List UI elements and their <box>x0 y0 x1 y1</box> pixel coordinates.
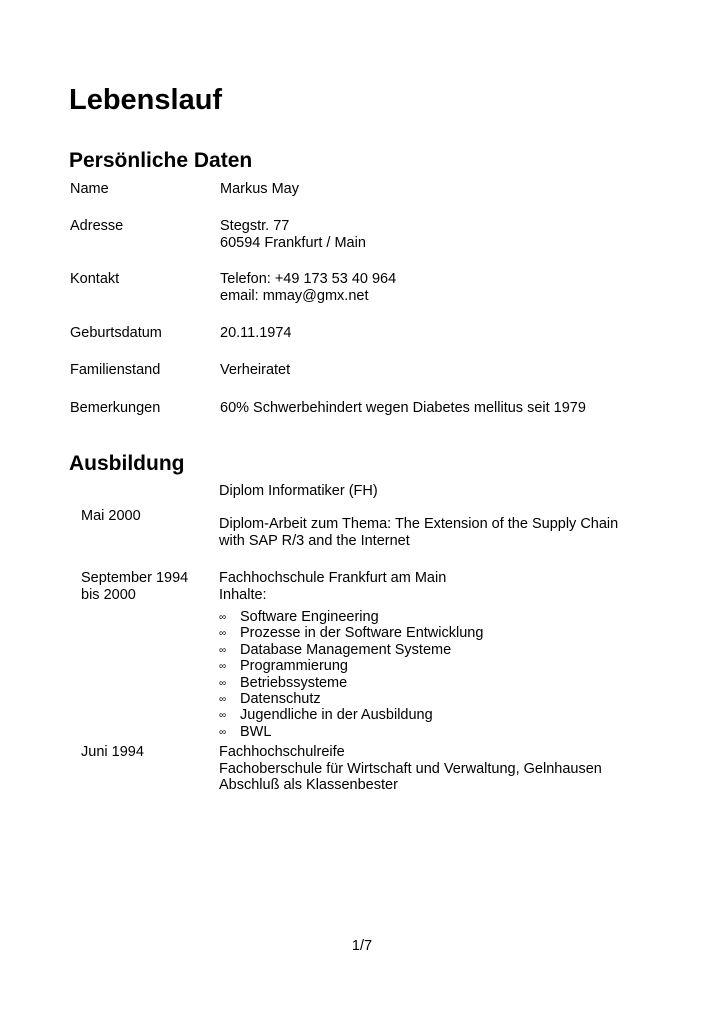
label-contact: Kontakt <box>70 271 120 287</box>
value-city: 60594 Frankfurt / Main <box>220 235 366 251</box>
list-item <box>219 658 483 674</box>
list-item <box>219 675 483 691</box>
label-birthdate: Geburtsdatum <box>70 325 162 341</box>
list-item <box>219 625 483 641</box>
edu-date-may-2000: Mai 2000 <box>81 508 141 524</box>
edu-highschool: Fachoberschule für Wirtschaft und Verwaltung, Gelnhausen <box>219 761 602 777</box>
document-title: Lebenslauf <box>69 84 223 116</box>
edu-thesis-line-1: Diplom-Arbeit zum Thema: The Extension of the Supply Chain <box>219 516 619 532</box>
edu-degree: Diplom Informatiker (FH) <box>219 483 378 499</box>
infinity-bullet-icon: ∞ <box>219 661 227 673</box>
course-label: Software Engineering <box>240 609 379 625</box>
edu-thesis-line-2: with SAP R/3 and the Internet <box>219 533 410 549</box>
infinity-bullet-icon: ∞ <box>219 644 227 656</box>
infinity-bullet-icon: ∞ <box>219 710 227 722</box>
label-remarks: Bemerkungen <box>70 400 161 416</box>
edu-date-start: September 1994 <box>81 570 189 586</box>
label-address: Adresse <box>70 218 124 234</box>
list-item <box>219 724 483 740</box>
edu-qualification: Fachhochschulreife <box>219 744 345 760</box>
infinity-bullet-icon: ∞ <box>219 693 227 705</box>
course-label: Programmierung <box>240 658 348 675</box>
course-label: Jugendliche in der Ausbildung <box>240 707 433 724</box>
edu-school: Fachhochschule Frankfurt am Main <box>219 570 447 586</box>
value-remarks: 60% Schwerbehindert wegen Diabetes mellitus seit 1979 <box>220 400 586 416</box>
section-heading-personal: Persönliche Daten <box>69 149 253 172</box>
list-item <box>219 609 483 625</box>
page-number: 1/7 <box>351 938 373 954</box>
course-label: Prozesse in der Software Entwicklung <box>240 625 484 642</box>
value-birthdate: 20.11.1974 <box>220 325 292 341</box>
course-list <box>219 609 483 740</box>
infinity-bullet-icon: ∞ <box>219 612 227 623</box>
value-email: email: mmay@gmx.net <box>220 288 369 304</box>
course-label: Database Management Systeme <box>240 641 452 658</box>
course-label: Datenschutz <box>240 690 321 707</box>
course-label: Betriebssysteme <box>240 674 348 691</box>
infinity-bullet-icon: ∞ <box>219 726 227 738</box>
value-name: Markus May <box>220 181 299 197</box>
infinity-bullet-icon: ∞ <box>219 628 227 640</box>
section-heading-education: Ausbildung <box>69 452 185 475</box>
infinity-bullet-icon: ∞ <box>219 677 227 689</box>
edu-contents-label: Inhalte: <box>219 587 267 603</box>
edu-date-end: bis 2000 <box>81 587 136 603</box>
value-phone: Telefon: +49 173 53 40 964 <box>220 271 397 287</box>
label-marital-status: Familienstand <box>70 362 161 378</box>
list-item <box>219 691 483 707</box>
label-name: Name <box>70 181 109 197</box>
list-item <box>219 642 483 658</box>
value-street: Stegstr. 77 <box>220 218 290 234</box>
edu-date-june-1994: Juni 1994 <box>81 744 144 760</box>
list-item <box>219 707 483 723</box>
course-label: BWL <box>240 723 272 740</box>
value-marital-status: Verheiratet <box>220 362 291 378</box>
edu-graduation-note: Abschluß als Klassenbester <box>219 777 398 793</box>
